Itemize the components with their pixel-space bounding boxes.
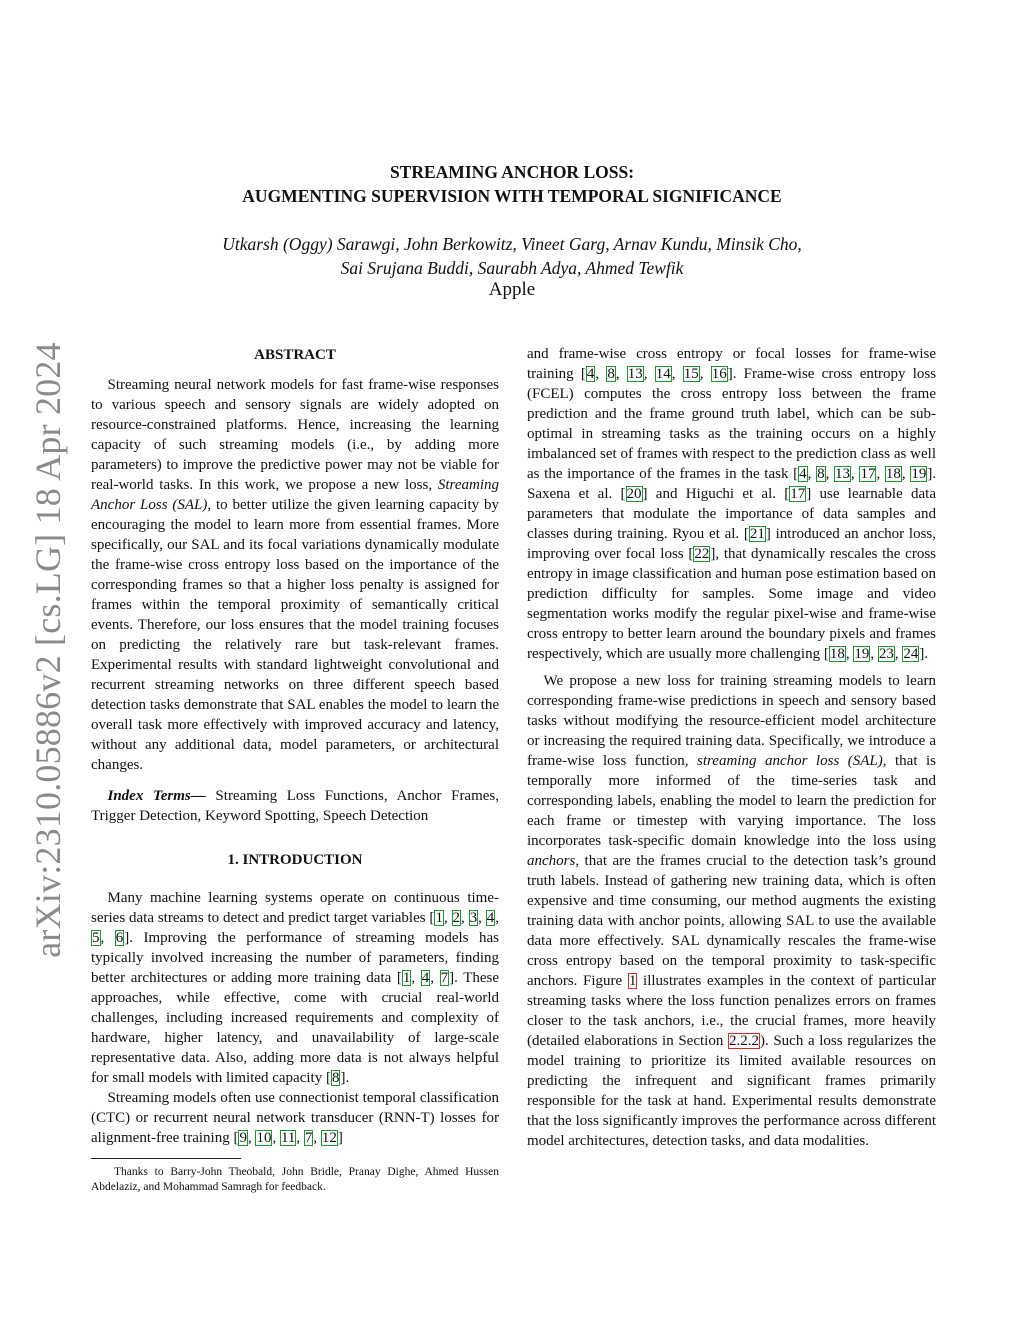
- left-column: [91, 344, 499, 1195]
- citation-link[interactable]: 14: [655, 366, 671, 382]
- abstract-text-2: , to better utilize the given learning capacity by encouraging the model to learn more from essential frames. More specifically, our SAL and its focal variations dynamically modulate the frame-wise cross entropy loss based on the importance of the corresponding frames so that a higher loss penalty is assigned for frames within the temporal proximity of semantically critical events. Therefore, our loss ensures that the model training focuses on predicting the relatively rare but task-relevant frames. Experimental results with standard lightweight convolutional and recurrent streaming networks on three different speech based detection tasks demonstrate that SAL enables the model to learn the overall task more effectively with improved accuracy and latency, without any additional data, model parameters, or architectural changes.: [91, 497, 499, 773]
- text-run: ], that dynamically rescales the cross entropy in image classification and human pose estimation based on prediction difficulty for samples. Some image and video segmentation works modify the regular pixel-wise and frame-wise cross entropy to better learn around the boundary pixels and frames respectively, which are usually more challenging [: [527, 546, 936, 662]
- citation-link[interactable]: 13: [835, 466, 851, 482]
- footnote: Thanks to Barry-John Theobald, John Bridle, Pranay Dighe, Ahmed Hussen Abdelaziz, and Mohammad Samragh for feedback.: [91, 1166, 499, 1193]
- text-run: ] and Higuchi et al. [: [642, 486, 790, 502]
- arxiv-identifier: arXiv:2310.05886v2 [cs.LG] 18 Apr 2024: [28, 342, 68, 958]
- text-run: We propose a new loss for training streaming models to learn corresponding frame-wise predictions in speech and sensory based tasks without modifying the resource-efficient model architecture or increasing the required training data. Specifically, we introduce a frame-wise loss function,: [527, 673, 936, 769]
- citation-link[interactable]: 17: [790, 486, 806, 502]
- text-run: illustrates examples in the context of particular streaming tasks where the loss function penalizes errors on frames closer to the task anchors, i.e., the crucial frames, more heavily (detailed elaborations in Section: [527, 973, 937, 1049]
- citation-link[interactable]: 18: [829, 646, 845, 662]
- footnote-divider: [91, 1158, 241, 1159]
- citation-link[interactable]: 13: [627, 366, 643, 382]
- citation-link[interactable]: 1: [402, 970, 411, 986]
- citation-link[interactable]: 24: [903, 646, 919, 662]
- intro-paragraph-2: Streaming models often use connectionist temporal classification (CTC) or recurrent neural network transducer (RNN-T) losses for alignment-free training [9, 10, 11, 7, 12]: [91, 1090, 499, 1146]
- citation-link[interactable]: 15: [683, 366, 699, 382]
- text-run: ].: [340, 1070, 350, 1086]
- section-reference-link[interactable]: 2.2.2: [728, 1033, 759, 1049]
- citation-link[interactable]: 8: [817, 466, 825, 482]
- index-terms-text: Streaming Loss Functions, Anchor Frames, Trigger Detection, Keyword Spotting, Speech Detection: [91, 788, 500, 824]
- citation-link[interactable]: 10: [256, 1130, 272, 1146]
- citation-link[interactable]: 16: [711, 366, 727, 382]
- intro-paragraph-1: Many machine learning systems operate on continuous time-series data streams to detect and predict target variables [1, 2, 3, 4, 5, 6]. Improving the performance of streaming models has typically involved increasing the number of parameters, finding better architectures or adding more training data [1, 4, 7]. These approaches, while effective, come with crucial real-world challenges, including increased requirements and complexity of hardware, higher latency, and unavailability of large-scale representative data. Also, adding more data is not always helpful for small models with limited capacity [8].: [91, 890, 500, 1086]
- authors-line-2: Sai Srujana Buddi, Saurabh Adya, Ahmed Tewfik: [340, 258, 684, 278]
- citation-link[interactable]: 4: [799, 466, 807, 482]
- citation-link[interactable]: 20: [626, 486, 642, 502]
- italic-term: streaming anchor loss (SAL): [697, 753, 883, 769]
- citation-link[interactable]: 7: [440, 970, 449, 986]
- figure-reference-link[interactable]: 1: [628, 973, 637, 989]
- citation-link[interactable]: 21: [749, 526, 765, 542]
- text-run: ]: [337, 1130, 343, 1146]
- authors-line-1: Utkarsh (Oggy) Sarawgi, John Berkowitz, Vineet Garg, Arnav Kundu, Minsik Cho,: [222, 234, 802, 254]
- citation-link[interactable]: 8: [607, 366, 615, 382]
- text-run: ] use learnable data parameters that modulate the importance of data samples and classes during training. Ryou et al. [: [527, 486, 937, 542]
- text-run: ). Such a loss regularizes the model training to prioritize its limited available resources on predicting the infrequent and significant frames primarily responsible for the task at hand. Experimental results demonstrate that the loss significantly improves the performance across different model architectures, detection tasks, and data modalities.: [527, 1033, 936, 1149]
- body-paragraph-proposal: [527, 671, 936, 1151]
- citation-link[interactable]: 1: [435, 910, 443, 926]
- citation-link[interactable]: 12: [321, 1130, 337, 1146]
- abstract-heading: ABSTRACT: [254, 347, 336, 363]
- italic-term: anchors: [527, 853, 576, 869]
- citation-link[interactable]: 19: [911, 466, 927, 482]
- citation-link[interactable]: 4: [586, 366, 595, 382]
- text-run: and frame-wise cross entropy or focal losses for frame-wise training [: [527, 346, 936, 382]
- citation-link[interactable]: 22: [694, 546, 710, 562]
- right-column: [527, 344, 936, 1151]
- citation-link[interactable]: 17: [860, 466, 876, 482]
- text-run: ]. Improving the performance of streaming models has typically involved increasing the number of parameters, finding better architectures or adding more training data [: [91, 930, 499, 986]
- citation-link[interactable]: 5: [92, 930, 100, 946]
- abstract-paragraph: [91, 375, 499, 775]
- citation-link[interactable]: 4: [486, 910, 495, 926]
- arxiv-sidebar-stamp: [26, 342, 70, 958]
- index-terms: [91, 786, 499, 826]
- index-terms-label: Index Terms—: [107, 788, 206, 804]
- abstract-text-1: Streaming neural network models for fast frame-wise responses to various speech and sensory signals are widely adopted on resource-constrained platforms. Hence, increasing the learning capacity of such streaming models (i.e., by adding more parameters) to improve the predictive power may not be viable for real-world tasks. In this work, we propose a new loss,: [91, 377, 499, 493]
- title-line-1: STREAMING ANCHOR LOSS:: [389, 162, 635, 182]
- text-run: ]. Frame-wise cross entropy loss (FCEL) computes the cross entropy loss between the frame prediction and the frame ground truth label, which can be sub-optimal in streaming tasks as the training occurs on a highly imbalanced set of frames with respect to the prediction class as well as the importance of the frames in the task [: [527, 366, 937, 482]
- introduction-heading: 1. INTRODUCTION: [227, 852, 363, 868]
- text-run: , that is temporally more informed of the time-series task and corresponding labels, enabling the model to learn the prediction for each frame or timestep with varying importance. The loss incorporates task-specific domain knowledge into the loss using: [527, 753, 936, 849]
- citation-link[interactable]: 8: [331, 1070, 340, 1086]
- citation-link[interactable]: 3: [469, 910, 478, 926]
- author-list: [0, 232, 1024, 280]
- text-run: ]. These approaches, while effective, come with crucial real-world challenges, including increased requirements and complexity of hardware, higher latency, and unavailability of large-scale representative data. Also, adding more data is not always helpful for small models with limited capacity [: [91, 970, 500, 1086]
- citation-link[interactable]: 23: [878, 646, 894, 662]
- title-line-2: AUGMENTING SUPERVISION WITH TEMPORAL SIGNIFICANCE: [242, 186, 782, 206]
- affiliation: Apple: [488, 279, 536, 300]
- text-run: ] introduced an anchor loss, improving over focal loss [: [527, 526, 936, 562]
- text-run: Streaming models often use connectionist temporal classification (CTC) or recurrent neural network transducer (RNN-T) losses for alignment-free training [: [91, 1090, 499, 1146]
- abstract-loss-name: Streaming Anchor Loss (SAL): [91, 477, 499, 513]
- citation-link[interactable]: 2: [452, 910, 461, 926]
- citation-link[interactable]: 19: [854, 646, 870, 662]
- body-paragraph-continued: and frame-wise cross entropy or focal losses for frame-wise training [4, 8, 13, 14, 15, 16]. Frame-wise cross entropy loss (FCEL) computes the cross entropy loss between the frame prediction and the frame ground truth label, which can be sub-optimal in streaming tasks as the training occurs on a highly imbalanced set of frames with respect to the prediction class as well as the importance of the frames in the task [4, 8, 13, 17, 18, 19]. Saxena et al. [20] and Higuchi et al. [17] use learnable data parameters that modulate the importance of data samples and classes during training. Ryou et al. [21] introduced an anchor loss, improving over focal loss [22], that dynamically rescales the cross entropy in image classification and human pose estimation based on prediction difficulty for samples. Some image and video segmentation works modify the regular pixel-wise and frame-wise cross entropy to better learn around the boundary pixels and frames respectively, which are usually more challenging [18, 19, 23, 24].: [527, 346, 937, 662]
- paper-title: [0, 160, 1024, 208]
- citation-link[interactable]: 9: [239, 1130, 247, 1146]
- citation-link[interactable]: 6: [115, 930, 124, 946]
- citation-link[interactable]: 4: [421, 970, 430, 986]
- text-run: ].: [919, 646, 929, 662]
- citation-link[interactable]: 18: [885, 466, 901, 482]
- citation-link[interactable]: 7: [304, 1130, 313, 1146]
- text-run: Many machine learning systems operate on continuous time-series data streams to detect and predict target variables [: [91, 890, 499, 926]
- text-run: ]. Saxena et al. [: [527, 466, 937, 502]
- text-run: , that are the frames crucial to the detection task’s ground truth labels. Instead of gathering new training data, which is often expensive and time consuming, our method augments the existing training data with anchor points, allowing SAL to use the available data more effectively. SAL dynamically rescales the frame-wise cross entropy based on the temporal proximity to task-specific anchors. Figure: [527, 853, 936, 989]
- citation-link[interactable]: 11: [280, 1130, 296, 1146]
